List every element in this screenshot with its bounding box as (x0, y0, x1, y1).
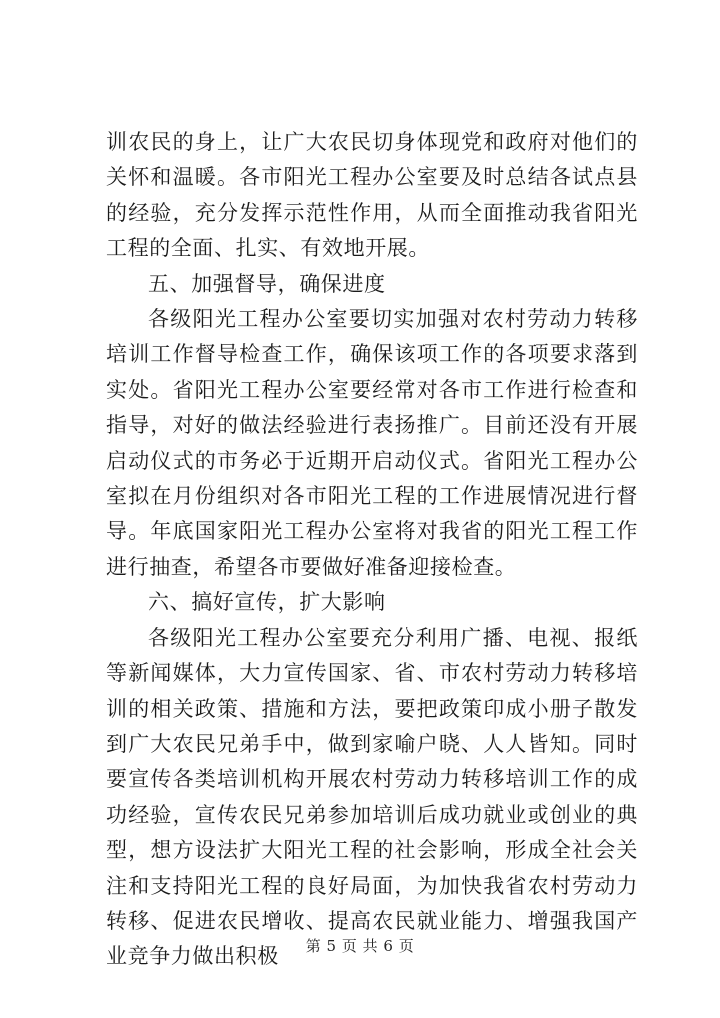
page-footer: 第 5 页 共 6 页 (305, 937, 415, 955)
paragraph-publicity: 各级阳光工程办公室要充分利用广播、电视、报纸等新闻媒体，大力宣传国家、省、市农村劳动力转移培训的相关政策、措施和方法，要把政策印成小册子散发到广大农民兄弟手中，做到家喻户晓、人人皆知。同时要宣传各类培训机构开展农村劳动力转移培训工作的成功经验，宣传农民兄弟参加培训后成功就业或创业的典型，想方设法扩大阳光工程的社会影响，形成全社会关注和支持阳光工程的良好局面，为加快我省农村劳动力转移、促进农民增收、提高农民就业能力、增强我国产业竞争力做出积极 (106, 625, 638, 969)
section-heading-publicity: 六、搞好宣传，扩大影响 (148, 590, 386, 615)
paragraph-supervision: 各级阳光工程办公室要切实加强对农村劳动力转移培训工作督导检查工作，确保该项工作的各项要求落到实处。省阳光工程办公室要经常对各市工作进行检查和指导，对好的做法经验进行表扬推广。目前还没有开展启动仪式的市务必于近期开启动仪式。省阳光工程办公室拟在月份组织对各市阳光工程的工作进展情况进行督导。年底国家阳光工程办公室将对我省的阳光工程工作进行抽查，希望各市要做好准备迎接检查。 (106, 307, 638, 579)
paragraph-continuation: 训农民的身上，让广大农民切身体现党和政府对他们的关怀和温暖。各市阳光工程办公室要及时总结各试点县的经验，充分发挥示范性作用，从而全面推动我省阳光工程的全面、扎实、有效地开展。 (106, 130, 638, 261)
document-body (106, 125, 638, 975)
section-heading-supervision: 五、加强督导，确保进度 (148, 271, 386, 296)
